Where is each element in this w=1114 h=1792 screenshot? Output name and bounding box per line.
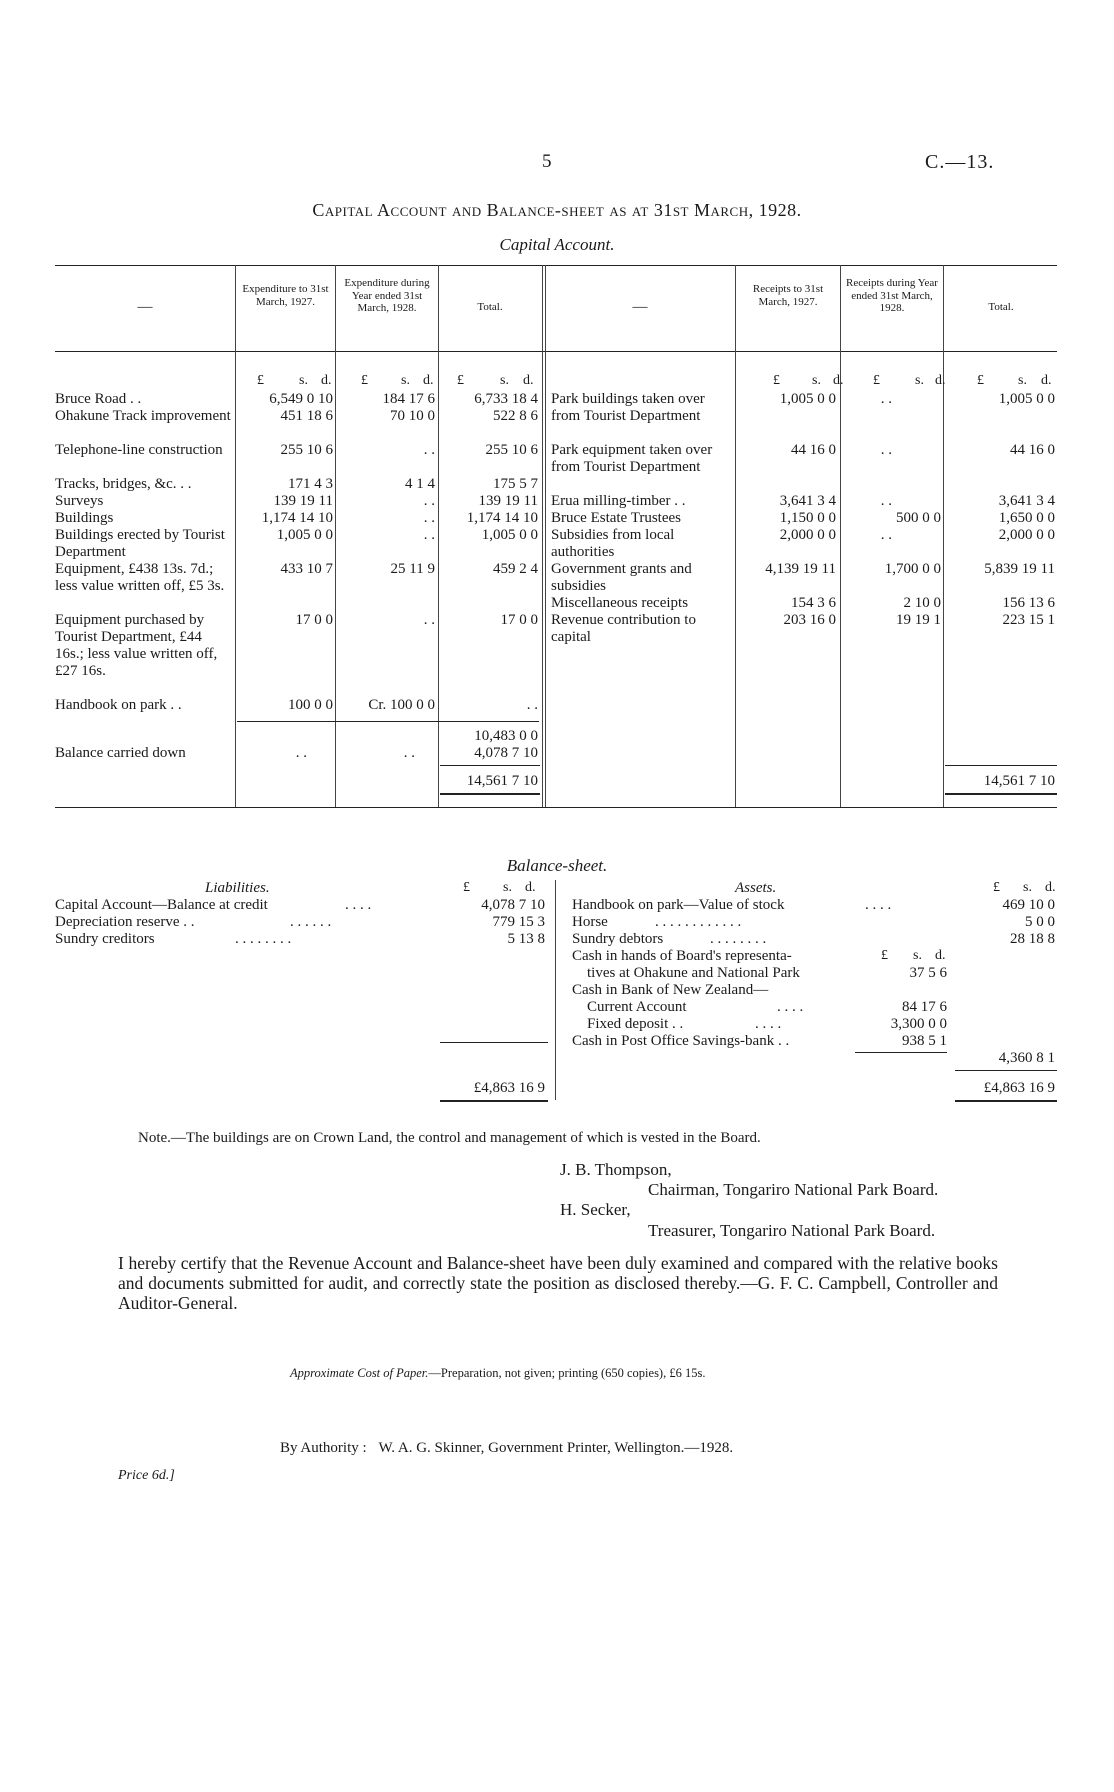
page-title: Capital Account and Balance-sheet as at 31st March, 1928. [312, 200, 802, 220]
table-bottom-rule [55, 807, 1057, 808]
exp-during-value: . . [423, 442, 435, 458]
rec-total-value: 1,650 0 0 [998, 510, 1055, 526]
leader-dots: . . . . . . . . [235, 931, 292, 947]
subtotal-rule [237, 721, 539, 722]
col-head-total: Total. [477, 301, 503, 313]
rec-to-date-value: 1,150 0 0 [779, 510, 836, 526]
liabilities-total-double-rule [440, 1100, 548, 1102]
exp-to-date-value: 451 18 6 [280, 408, 333, 424]
pound-head: £ [257, 373, 264, 388]
col-head-rec-total: Total. [988, 301, 1014, 313]
exp-total-value: 522 8 6 [493, 408, 538, 424]
receipt-item: Revenue contribution to capital [551, 612, 696, 645]
rec-during-value: . . [880, 493, 892, 509]
exp-total-value: 459 2 4 [493, 561, 538, 577]
leader-dots: . . . . [865, 897, 892, 913]
shilling-head: s. [913, 948, 922, 963]
pound-head: £ [773, 373, 780, 388]
col-head-dash-right: — [632, 299, 648, 315]
shilling-head: s. [299, 373, 308, 388]
signatory-name: J. B. Thompson, [560, 1160, 672, 1179]
pound-head: £ [977, 373, 984, 388]
exp-during-value: . . [423, 493, 435, 509]
liability-item: Sundry creditors [55, 931, 155, 947]
expenditure-item: Handbook on park . . [55, 697, 182, 713]
rec-during-value: . . [880, 391, 892, 407]
exp-total-value: 17 0 0 [500, 612, 538, 628]
header-bottom-rule [55, 351, 1057, 352]
liability-amount: 5 13 8 [507, 931, 545, 947]
exp-total-value: 255 10 6 [485, 442, 538, 458]
rec-during-value: 19 19 1 [896, 612, 941, 628]
expenditure-item: Equipment purchased by Tourist Department, £44 16s.; less value written off, £27 16s. [55, 612, 218, 679]
total-double-rule [440, 793, 540, 795]
cash-in-hands-line-2: tives at Ohakune and National Park [587, 965, 800, 981]
asset-item: Sundry debtors [572, 931, 664, 947]
capital-account-table [55, 265, 1057, 820]
pound-head: £ [993, 880, 1000, 895]
signatory-title: Treasurer, Tongariro National Park Board. [648, 1221, 936, 1240]
pence-head: d. [525, 880, 536, 895]
cash-subtotal-rule [855, 1052, 947, 1053]
pence-head: d. [833, 373, 844, 388]
receipt-item: Bruce Estate Trustees [551, 510, 681, 526]
rec-during-value: 2 10 0 [903, 595, 941, 611]
cost-of-paper [290, 1366, 705, 1381]
col-head-exp-during: Expenditure during Year ended 31st March, 1928. [344, 277, 430, 314]
expenditure-item: Bruce Road . . [55, 391, 142, 407]
authority-label: By Authority : [280, 1440, 367, 1456]
receipt-item: Government grants and subsidies [551, 561, 692, 594]
exp-to-date-value: 433 10 7 [280, 561, 333, 577]
balance-c1: . . [295, 745, 307, 761]
pound-head: £ [873, 373, 880, 388]
expenditure-item: Equipment, £438 13s. 7d.; less value written off, £5 3s. [55, 561, 225, 594]
rec-to-date-value: 2,000 0 0 [779, 527, 836, 543]
liabilities-heading: Liabilities. [205, 880, 270, 896]
liability-amount: 4,078 7 10 [481, 897, 545, 913]
signatory-title: Chairman, Tongariro National Park Board. [648, 1180, 939, 1199]
shilling-head: s. [812, 373, 821, 388]
expenditure-item: Ohakune Track improvement [55, 408, 231, 424]
authority-text: W. A. G. Skinner, Government Printer, Wellington.—1928. [378, 1440, 734, 1456]
total-rule [440, 765, 540, 766]
exp-during-value: Cr. 100 0 0 [368, 697, 435, 713]
exp-to-date-value: 100 0 0 [288, 697, 333, 713]
receipt-item: Park buildings taken over from Tourist Department [551, 391, 705, 424]
col-divider [335, 265, 336, 807]
post-office-amount: 938 5 1 [902, 1033, 947, 1049]
pound-head: £ [457, 373, 464, 388]
liabilities-total-rule [440, 1042, 548, 1043]
cost-label: Approximate Cost of Paper. [290, 1366, 429, 1380]
col-divider [542, 265, 543, 807]
pence-head: d. [1041, 373, 1052, 388]
expenditure-item: Buildings erected by Tourist Department [55, 527, 225, 560]
pence-head: d. [423, 373, 434, 388]
pence-head: d. [935, 948, 946, 963]
col-head-rec-during: Receipts during Year ended 31st March, 1928. [846, 277, 938, 314]
exp-to-date-value: 1,005 0 0 [276, 527, 333, 543]
rec-during-value: . . [880, 527, 892, 543]
expenditure-item: Telephone-line construction [55, 442, 223, 458]
col-head-exp-to-date: Expenditure to 31st March, 1927. [242, 283, 329, 308]
fixed-deposit-label: Fixed deposit . . [587, 1016, 684, 1032]
audit-certification: I hereby certify that the Revenue Account and Balance-sheet have been duly examined and compared with the relative books and documents submitted for audit, and correctly state the position as disclosed thereby.—G. F. C. Campbell, Controller and Auditor-General. [118, 1253, 998, 1313]
exp-to-date-value: 1,174 14 10 [261, 510, 333, 526]
exp-to-date-value: 171 4 3 [288, 476, 333, 492]
shilling-head: s. [503, 880, 512, 895]
signatory-name: H. Secker, [560, 1200, 631, 1219]
cash-in-hands-line-1: Cash in hands of Board's representa- [572, 948, 792, 964]
col-divider [235, 265, 236, 807]
price: Price 6d.] [118, 1468, 175, 1483]
receipts-total-rule [945, 765, 1057, 766]
assets-total: £4,863 16 9 [983, 1080, 1055, 1096]
col-divider [545, 265, 546, 807]
pound-head: £ [881, 948, 888, 963]
cost-text: —Preparation, not given; printing (650 copies), £6 15s. [428, 1366, 706, 1380]
exp-total-value: 6,733 18 4 [474, 391, 538, 407]
exp-total-value: . . [526, 697, 538, 713]
receipt-item: Park equipment taken over from Tourist Department [551, 442, 713, 475]
rec-to-date-value: 44 16 0 [791, 442, 836, 458]
rec-total-value: 156 13 6 [1002, 595, 1055, 611]
rec-during-value: . . [880, 442, 892, 458]
balance-carried-down-value: 4,078 7 10 [474, 745, 538, 761]
rec-total-value: 1,005 0 0 [998, 391, 1055, 407]
note: Note.—The buildings are on Crown Land, the control and management of which is vested in the Board. [138, 1130, 761, 1146]
shilling-head: s. [500, 373, 509, 388]
rec-to-date-value: 3,641 3 4 [779, 493, 836, 509]
balance-carried-down-label: Balance carried down [55, 745, 186, 761]
leader-dots: . . . . [345, 897, 372, 913]
col-divider [735, 265, 736, 807]
balance-c2: . . [403, 745, 415, 761]
exp-to-date-value: 17 0 0 [295, 612, 333, 628]
liabilities-total: £4,863 16 9 [473, 1080, 545, 1096]
receipt-item: Miscellaneous receipts [551, 595, 689, 611]
asset-amount: 5 0 0 [1025, 914, 1055, 930]
pound-head: £ [463, 880, 470, 895]
exp-during-value: . . [423, 612, 435, 628]
assets-total-rule [955, 1070, 1057, 1071]
exp-to-date-value: 139 19 11 [273, 493, 333, 509]
cash-total: 4,360 8 1 [998, 1050, 1055, 1066]
shilling-head: s. [1023, 880, 1032, 895]
post-office-label: Cash in Post Office Savings-bank . . [572, 1033, 790, 1049]
rec-to-date-value: 203 16 0 [783, 612, 836, 628]
col-head-rec-to-date: Receipts to 31st March, 1927. [752, 283, 824, 308]
rec-total-value: 3,641 3 4 [998, 493, 1055, 509]
fixed-deposit-amount: 3,300 0 0 [890, 1016, 947, 1032]
rec-total-value: 5,839 19 11 [984, 561, 1055, 577]
expenditure-total: 14,561 7 10 [466, 773, 538, 789]
balance-sheet [55, 880, 1057, 1110]
assets-heading: Assets. [735, 880, 777, 896]
rec-total-value: 44 16 0 [1010, 442, 1055, 458]
leader-dots: . . . . [755, 1016, 782, 1032]
balance-sheet-divider [555, 880, 556, 1100]
cash-in-bank-label: Cash in Bank of New Zealand— [572, 982, 769, 998]
exp-during-value: . . [423, 527, 435, 543]
exp-during-value: 184 17 6 [382, 391, 435, 407]
expenditure-item: Buildings [55, 510, 114, 526]
asset-amount: 28 18 8 [1010, 931, 1055, 947]
pence-head: d. [935, 373, 946, 388]
shilling-head: s. [401, 373, 410, 388]
col-head-dash-left: — [137, 299, 153, 315]
exp-during-value: . . [423, 510, 435, 526]
exp-during-value: 4 1 4 [405, 476, 435, 492]
rec-total-value: 223 15 1 [1002, 612, 1055, 628]
receipts-total-double-rule [945, 793, 1057, 795]
balance-sheet-title: Balance-sheet. [506, 856, 608, 875]
rec-total-value: 2,000 0 0 [998, 527, 1055, 543]
liability-item: Depreciation reserve . . [55, 914, 195, 930]
leader-dots: . . . . . . . . . . . . [655, 914, 742, 930]
col-divider [840, 265, 841, 807]
asset-amount: 469 10 0 [1002, 897, 1055, 913]
exp-to-date-value: 6,549 0 10 [269, 391, 333, 407]
current-account-amount: 84 17 6 [902, 999, 947, 1015]
rec-to-date-value: 1,005 0 0 [779, 391, 836, 407]
exp-total-value: 1,174 14 10 [466, 510, 538, 526]
col-divider [438, 265, 439, 807]
receipt-item: Subsidies from local authorities [551, 527, 675, 560]
current-account-label: Current Account [587, 999, 687, 1015]
cash-in-hands-amount: 37 5 6 [909, 965, 947, 981]
table-top-rule [55, 265, 1057, 266]
rec-to-date-value: 154 3 6 [791, 595, 836, 611]
leader-dots: . . . . [777, 999, 804, 1015]
pound-head: £ [361, 373, 368, 388]
document-reference: C.—13. [925, 151, 995, 173]
rec-during-value: 1,700 0 0 [884, 561, 941, 577]
capital-account-subtitle: Capital Account. [499, 235, 615, 254]
exp-total-value: 1,005 0 0 [481, 527, 538, 543]
pence-head: d. [1045, 880, 1056, 895]
exp-during-value: 25 11 9 [390, 561, 435, 577]
liability-amount: 779 15 3 [492, 914, 545, 930]
exp-total-value: 175 5 7 [493, 476, 538, 492]
expenditure-item: Tracks, bridges, &c. . . [55, 476, 192, 492]
exp-subtotal: 10,483 0 0 [474, 728, 538, 744]
shilling-head: s. [915, 373, 924, 388]
exp-to-date-value: 255 10 6 [280, 442, 333, 458]
receipt-item: Erua milling-timber . . [551, 493, 686, 509]
authority-line [280, 1440, 733, 1457]
rec-during-value: 500 0 0 [896, 510, 941, 526]
asset-item: Handbook on park—Value of stock [572, 897, 785, 913]
leader-dots: . . . . . . . . [710, 931, 767, 947]
liability-item: Capital Account—Balance at credit [55, 897, 268, 913]
shilling-head: s. [1018, 373, 1027, 388]
assets-total-double-rule [955, 1100, 1057, 1102]
receipts-total: 14,561 7 10 [983, 773, 1055, 789]
pence-head: d. [321, 373, 332, 388]
asset-item: Horse [572, 914, 608, 930]
exp-during-value: 70 10 0 [390, 408, 435, 424]
leader-dots: . . . . . . [290, 914, 332, 930]
expenditure-item: Surveys [55, 493, 104, 509]
col-divider [943, 265, 944, 807]
rec-to-date-value: 4,139 19 11 [765, 561, 836, 577]
page-number: 5 [542, 151, 552, 172]
exp-total-value: 139 19 11 [478, 493, 538, 509]
pence-head: d. [523, 373, 534, 388]
